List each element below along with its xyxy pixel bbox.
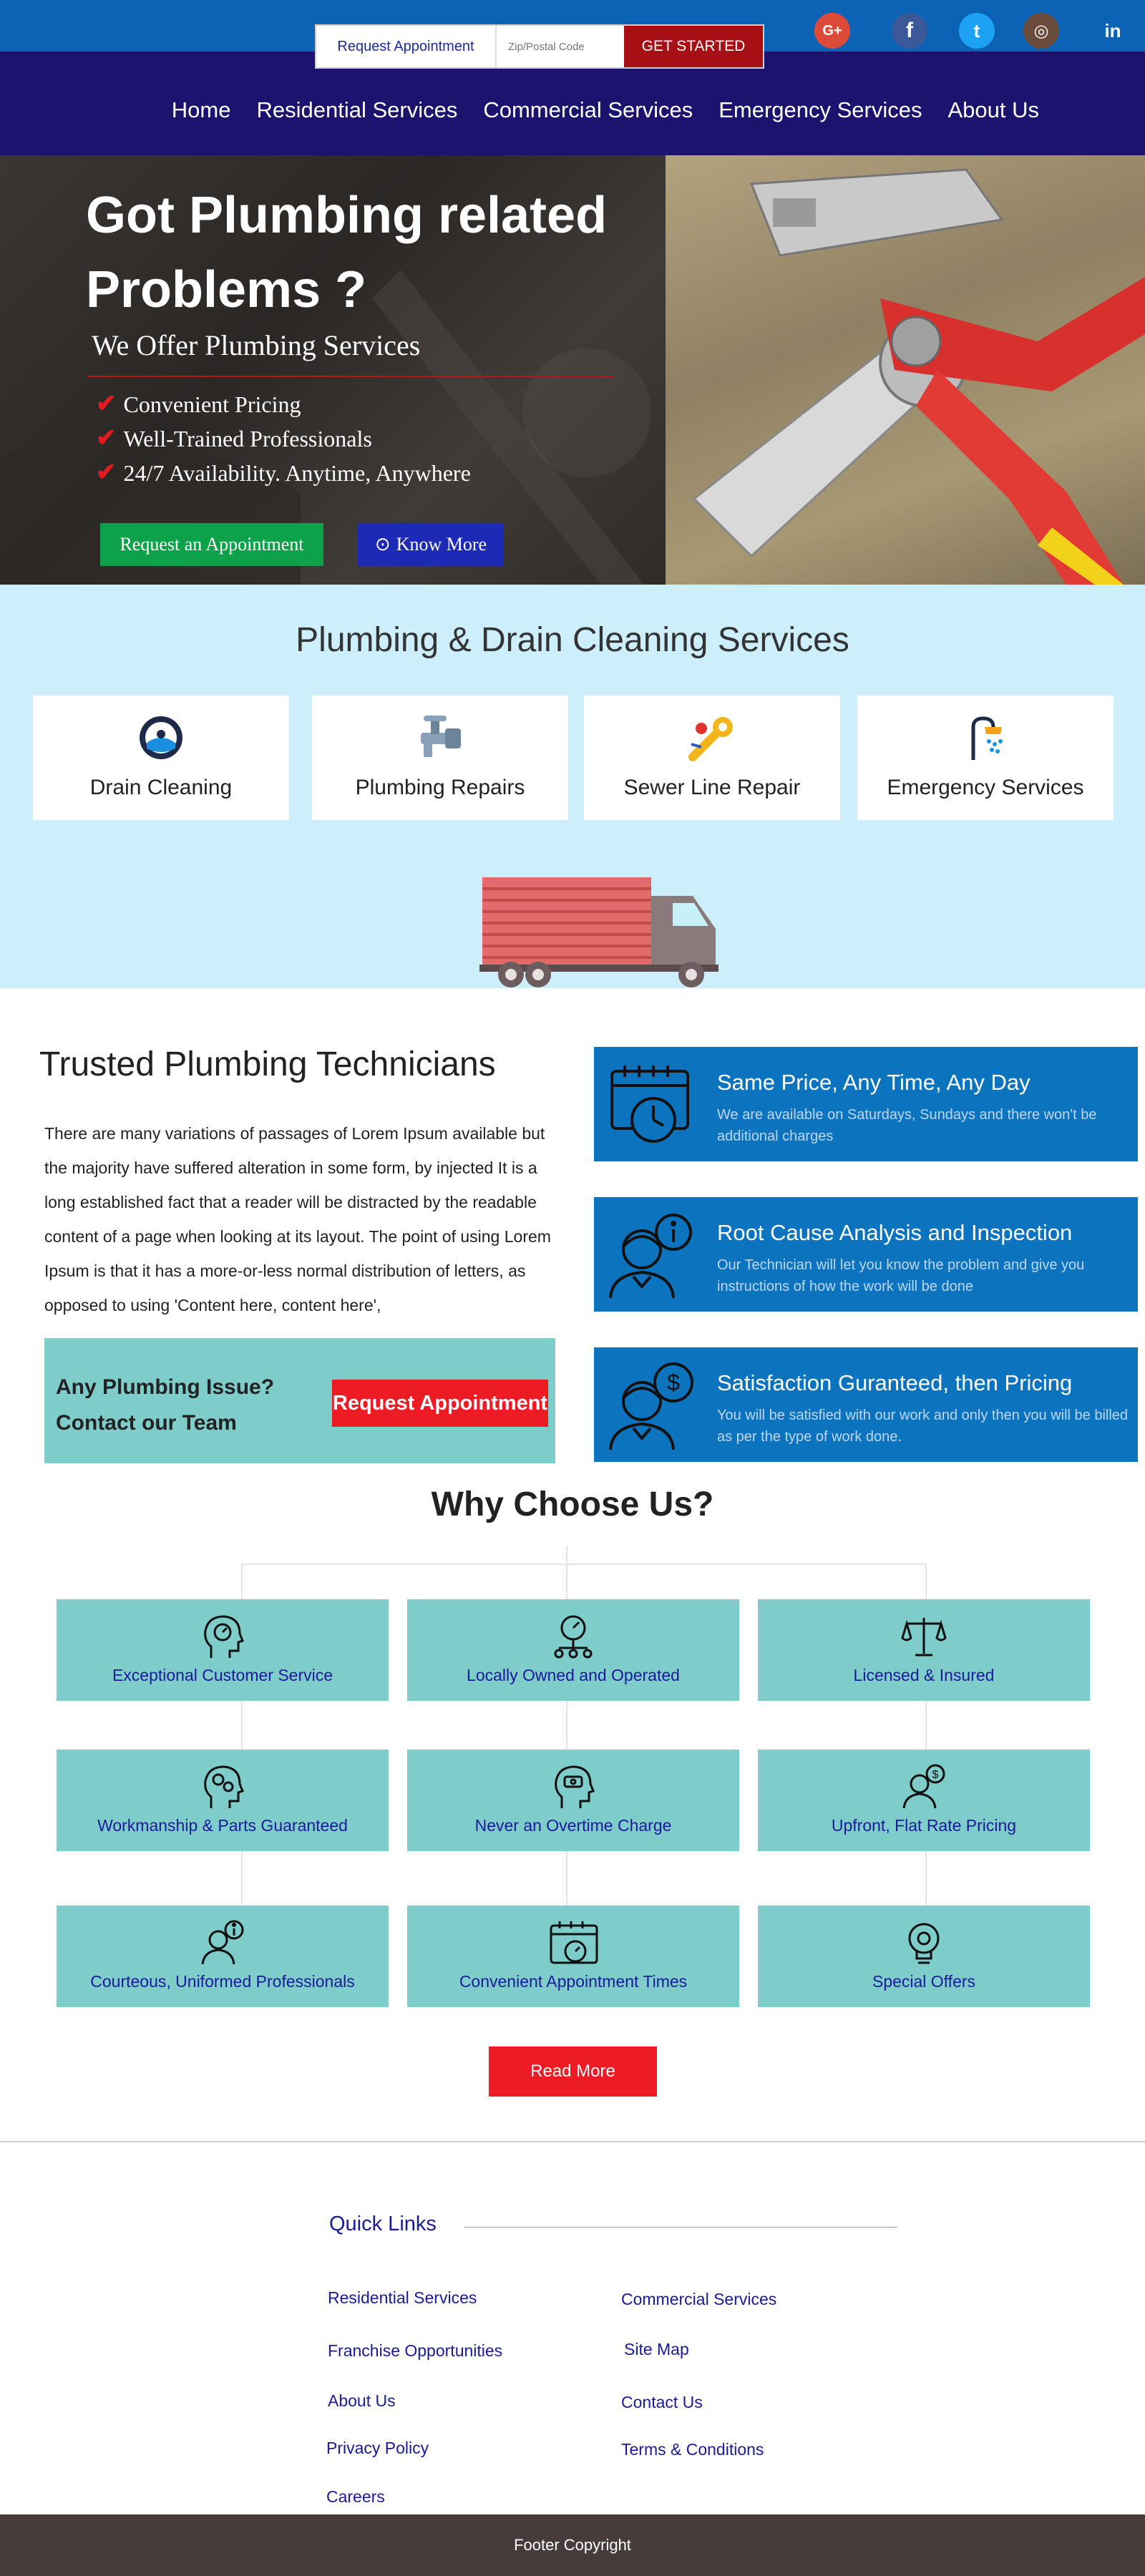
linkedin-icon[interactable]: in bbox=[1095, 13, 1131, 49]
quick-links-title: Quick Links bbox=[329, 2212, 437, 2235]
services-section bbox=[0, 585, 1145, 988]
technician-info-icon bbox=[600, 1204, 700, 1304]
scales-icon bbox=[899, 1611, 949, 1662]
play-circle-icon: ⊙ bbox=[374, 534, 391, 555]
feature-title: Root Cause Analysis and Inspection bbox=[717, 1220, 1073, 1245]
faucet-icon bbox=[414, 711, 467, 764]
calendar-icon bbox=[600, 1054, 700, 1154]
why-label: Workmanship & Parts Guaranteed bbox=[97, 1816, 348, 1835]
nav-about-us[interactable]: About Us bbox=[947, 97, 1039, 122]
benefit-item: ✔ 24/7 Availability. Anytime, Anywhere bbox=[96, 456, 471, 490]
network-gauge-icon bbox=[548, 1611, 598, 1662]
footer-link-about-us[interactable]: About Us bbox=[328, 2391, 396, 2410]
why-label: Special Offers bbox=[872, 1972, 976, 1991]
feature-card-root-cause bbox=[594, 1197, 1138, 1312]
twitter-icon[interactable]: t bbox=[959, 13, 995, 49]
drain-icon bbox=[135, 711, 187, 764]
service-card-drain-cleaning[interactable] bbox=[33, 696, 289, 820]
service-label: Sewer Line Repair bbox=[623, 776, 801, 799]
service-label: Emergency Services bbox=[887, 776, 1084, 799]
shower-icon bbox=[959, 711, 1012, 764]
feature-description: You will be satisfied with our work and only then you will be billed as per the type of work done. bbox=[717, 1407, 1129, 1445]
hero-title: Got Plumbing related Problems ? bbox=[86, 187, 608, 318]
calendar-clock-icon bbox=[548, 1918, 598, 1968]
person-dollar-icon bbox=[899, 1762, 949, 1812]
zip-input[interactable] bbox=[497, 26, 624, 67]
wrench-icon bbox=[686, 711, 739, 764]
nav-home[interactable]: Home bbox=[171, 97, 231, 122]
head-gears-icon bbox=[198, 1762, 248, 1812]
google-plus-icon[interactable]: G+ bbox=[814, 13, 850, 49]
why-card-locally-owned bbox=[407, 1599, 739, 1701]
contact-prompt: Any Plumbing Issue? Contact our Team bbox=[56, 1375, 275, 1435]
why-card-workmanship bbox=[57, 1750, 389, 1851]
technician-dollar-icon bbox=[600, 1355, 700, 1455]
why-label: Upfront, Flat Rate Pricing bbox=[831, 1816, 1017, 1835]
hero-subtitle: We Offer Plumbing Services bbox=[92, 329, 421, 361]
service-card-emergency-services[interactable] bbox=[857, 696, 1114, 820]
service-label: Plumbing Repairs bbox=[355, 776, 525, 799]
why-label: Locally Owned and Operated bbox=[467, 1666, 680, 1684]
hero-benefits-list bbox=[96, 387, 471, 490]
why-card-customer-service bbox=[57, 1599, 389, 1701]
why-card-special-offers bbox=[758, 1906, 1090, 2007]
feature-card-same-price bbox=[594, 1047, 1138, 1161]
trusted-title: Trusted Plumbing Technicians bbox=[39, 1045, 496, 1083]
request-bar bbox=[315, 24, 764, 69]
connector-line bbox=[241, 1563, 925, 1565]
hero-tools-photo bbox=[666, 155, 1145, 585]
get-started-button[interactable]: GET STARTED bbox=[624, 26, 763, 67]
footer-link-privacy-policy[interactable]: Privacy Policy bbox=[326, 2439, 429, 2457]
footer-link-franchise-opportunities[interactable]: Franchise Opportunities bbox=[328, 2341, 503, 2360]
why-card-flat-rate bbox=[758, 1750, 1090, 1851]
footer-copyright: Footer Copyright bbox=[0, 2514, 1145, 2576]
services-title: Plumbing & Drain Cleaning Services bbox=[296, 621, 849, 659]
footer-link-commercial-services[interactable]: Commercial Services bbox=[621, 2290, 777, 2308]
why-label: Convenient Appointment Times bbox=[459, 1972, 688, 1991]
feature-card-satisfaction bbox=[594, 1347, 1138, 1462]
nav-residential-services[interactable]: Residential Services bbox=[256, 97, 458, 122]
why-label: Licensed & Insured bbox=[853, 1666, 995, 1684]
check-icon: ✔ bbox=[96, 425, 117, 452]
footer-link-residential-services[interactable]: Residential Services bbox=[328, 2288, 477, 2307]
feature-title: Satisfaction Guranteed, then Pricing bbox=[717, 1370, 1073, 1395]
benefit-item: ✔ Well-Trained Professionals bbox=[96, 421, 471, 456]
truck-illustration bbox=[479, 874, 723, 992]
feature-description: We are available on Saturdays, Sundays and there won't be additional charges bbox=[717, 1107, 1097, 1144]
hero-banner bbox=[0, 155, 1145, 585]
footer-link-terms-conditions[interactable]: Terms & Conditions bbox=[621, 2440, 764, 2459]
svg-text:$: $ bbox=[932, 1769, 939, 1781]
pliers-wrench-image bbox=[666, 155, 1145, 585]
footer-divider bbox=[0, 2141, 1145, 2142]
head-gauge-icon bbox=[198, 1611, 248, 1662]
why-card-no-overtime bbox=[407, 1750, 739, 1851]
service-card-sewer-line-repair[interactable] bbox=[584, 696, 840, 820]
service-card-plumbing-repairs[interactable] bbox=[312, 696, 568, 820]
nav-emergency-services[interactable]: Emergency Services bbox=[718, 97, 922, 122]
feature-title: Same Price, Any Time, Any Day bbox=[717, 1070, 1030, 1095]
service-label: Drain Cleaning bbox=[89, 776, 233, 799]
footer-link-careers[interactable]: Careers bbox=[326, 2487, 385, 2506]
why-choose-title: Why Choose Us? bbox=[431, 1485, 714, 1523]
contact-team-box bbox=[44, 1338, 555, 1463]
quick-links-rule bbox=[464, 2227, 897, 2228]
facebook-icon[interactable]: f bbox=[892, 13, 927, 49]
request-appointment-button[interactable]: Request Appointment bbox=[332, 1380, 548, 1427]
svg-text:$: $ bbox=[667, 1370, 680, 1395]
footer-link-contact-us[interactable]: Contact Us bbox=[621, 2393, 703, 2411]
feature-description: Our Technician will let you know the problem and give you instructions of how the work will be done bbox=[717, 1257, 1085, 1294]
trusted-description: There are many variations of passages of Lorem Ipsum available but the majority have suffered alteration in some form, by injected It is a long established fact that a reader will be distracted by the readable content of a page when looking at its layout. The point of using Lorem Ipsum is that it has a more-or-less normal distribution of letters, as opposed to using 'Content here, content here', bbox=[44, 1124, 551, 1314]
why-card-licensed-insured bbox=[758, 1599, 1090, 1701]
request-appointment-label: Request Appointment bbox=[316, 26, 497, 67]
person-info-icon bbox=[198, 1918, 248, 1968]
head-money-icon bbox=[548, 1762, 598, 1812]
know-more-button[interactable]: ⊙ Know More bbox=[358, 523, 504, 566]
check-icon: ✔ bbox=[96, 459, 117, 486]
read-more-button[interactable]: Read More bbox=[489, 2046, 657, 2097]
benefit-item: ✔ Convenient Pricing bbox=[96, 387, 471, 421]
bulb-gear-icon bbox=[899, 1918, 949, 1968]
nav-commercial-services[interactable]: Commercial Services bbox=[483, 97, 693, 122]
why-card-courteous-professionals bbox=[57, 1906, 389, 2007]
hero-divider bbox=[87, 376, 614, 377]
why-label: Courteous, Uniformed Professionals bbox=[90, 1972, 355, 1991]
check-icon: ✔ bbox=[96, 391, 117, 417]
main-nav bbox=[172, 97, 1039, 123]
why-card-convenient-appointments bbox=[407, 1906, 739, 2007]
why-label: Exceptional Customer Service bbox=[112, 1666, 333, 1684]
request-appointment-button[interactable]: Request an Appointment bbox=[100, 523, 323, 566]
footer-link-site-map[interactable]: Site Map bbox=[624, 2340, 689, 2358]
instagram-icon[interactable]: ◎ bbox=[1023, 13, 1059, 49]
why-label: Never an Overtime Charge bbox=[474, 1816, 672, 1835]
